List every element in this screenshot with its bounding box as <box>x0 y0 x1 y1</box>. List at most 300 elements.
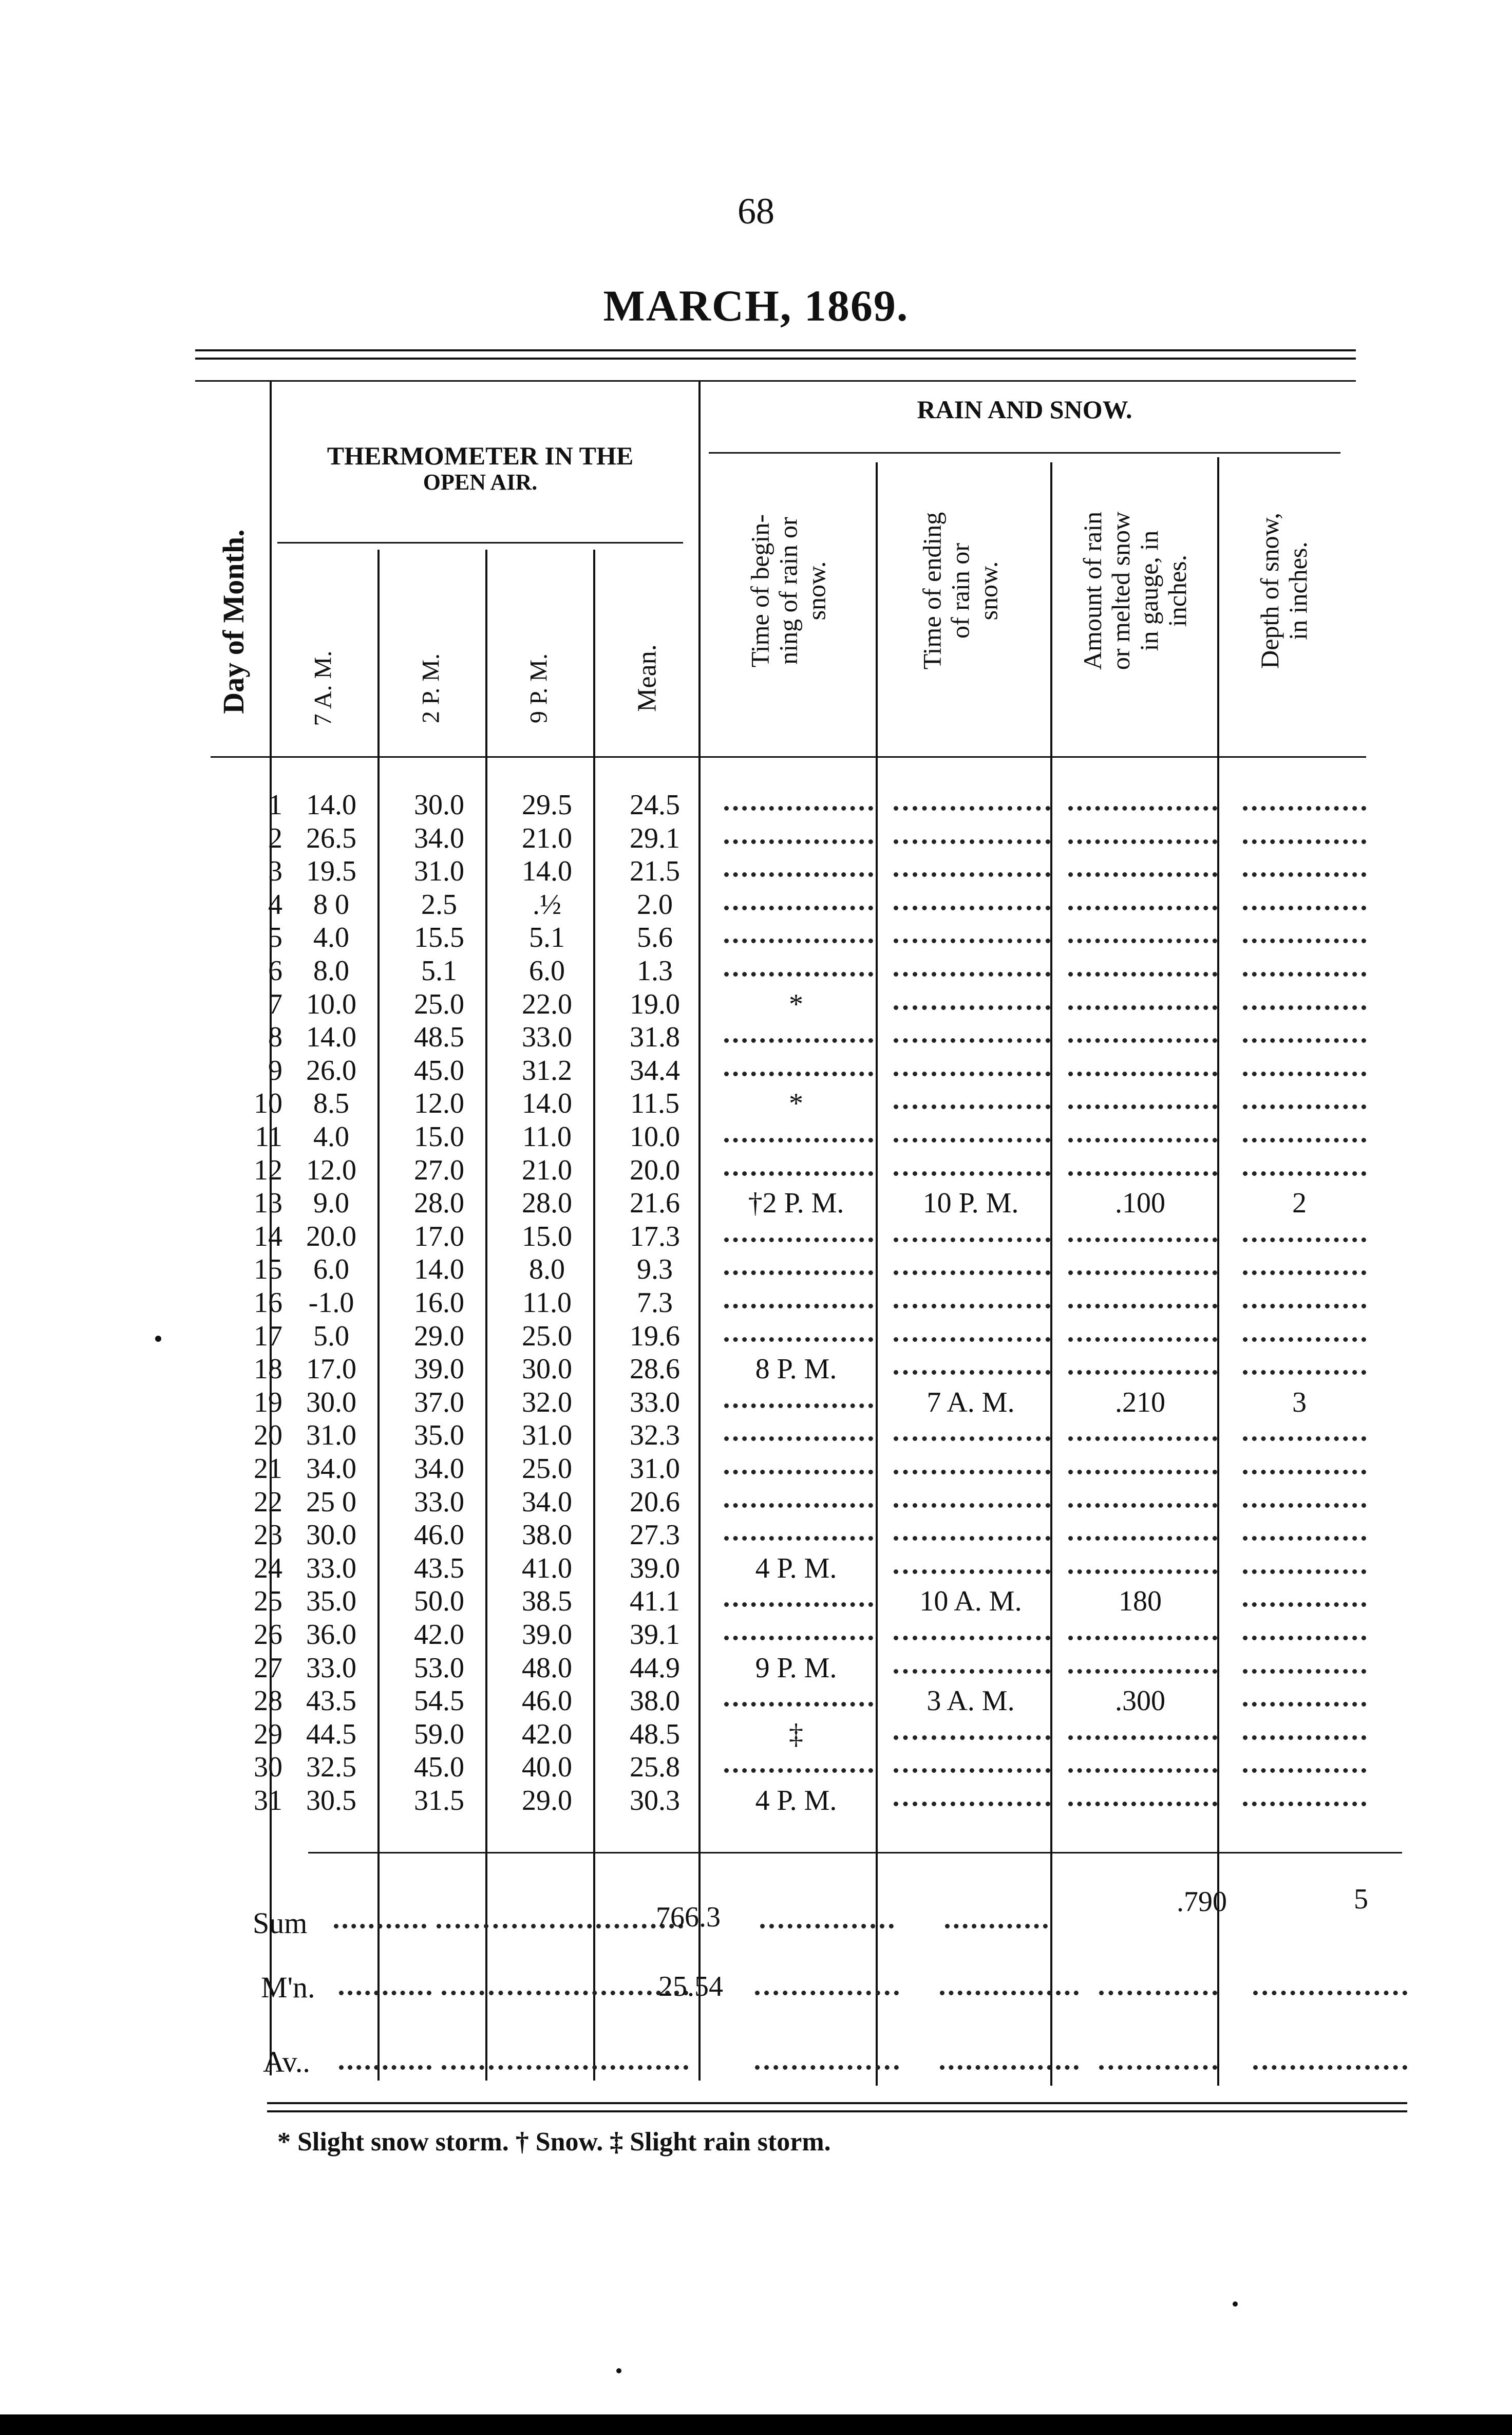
temp-cell-t7: 25 0 <box>306 1486 356 1518</box>
temp-cell-t9: 38.5 <box>522 1585 572 1618</box>
amount-cell: 180 <box>1119 1585 1162 1618</box>
temp-cell-t7: 26.5 <box>306 822 356 854</box>
dots <box>1068 1569 1217 1574</box>
dots <box>894 1104 1050 1109</box>
temp-cell-t7: 20.0 <box>306 1220 356 1252</box>
dots <box>1068 1238 1217 1242</box>
temp-cell-mean: 19.6 <box>630 1320 680 1352</box>
temp-cell-t7: 4.0 <box>313 922 349 954</box>
temp-cell-t2: 12.0 <box>414 1088 464 1120</box>
amount-cell: .300 <box>1115 1685 1165 1717</box>
col-divider-2pm <box>485 550 487 2081</box>
temp-cell-t7: 6.0 <box>313 1253 349 1286</box>
day-cell: 27 <box>254 1652 282 1684</box>
temp-cell-mean: 32.3 <box>630 1419 680 1452</box>
dots <box>1243 1138 1366 1142</box>
temp-cell-t2: 15.5 <box>414 922 464 954</box>
mean-mean-value: 25.54 <box>658 1971 723 2002</box>
temp-cell-t2: 45.0 <box>414 1751 464 1784</box>
day-cell: 30 <box>254 1751 282 1784</box>
temp-cell-t9: 25.0 <box>522 1320 572 1352</box>
day-cell: 5 <box>268 922 282 954</box>
dots <box>1068 1768 1217 1773</box>
day-cell: 16 <box>254 1287 282 1319</box>
begin-cell: 9 P. M. <box>755 1652 837 1684</box>
temp-cell-t9: 42.0 <box>522 1718 572 1750</box>
dots <box>894 1038 1050 1043</box>
day-cell: 12 <box>254 1154 282 1186</box>
temp-cell-t9: 33.0 <box>522 1021 572 1054</box>
dots <box>1068 1005 1217 1010</box>
temp-cell-mean: 48.5 <box>630 1718 680 1750</box>
temp-cell-mean: 7.3 <box>637 1287 673 1319</box>
dots <box>940 1991 1079 1995</box>
dots <box>724 1436 873 1441</box>
temp-cell-t9: 31.2 <box>522 1054 572 1087</box>
temp-cell-t9: 14.0 <box>522 855 572 888</box>
dots <box>1068 806 1217 811</box>
dots <box>724 1238 873 1242</box>
dots <box>1068 1304 1217 1308</box>
dots <box>1253 1991 1407 1995</box>
temp-cell-t9: 41.0 <box>522 1552 572 1584</box>
dots <box>1068 1802 1217 1806</box>
dots <box>894 1370 1050 1375</box>
sum-amount-value: .790 <box>1177 1886 1227 1918</box>
dots <box>724 906 873 910</box>
temp-cell-t7: 9.0 <box>313 1187 349 1220</box>
temp-cell-mean: 41.1 <box>630 1585 680 1618</box>
dots <box>1068 1470 1217 1474</box>
temp-cell-t7: 14.0 <box>306 789 356 821</box>
dots <box>1068 1669 1217 1674</box>
temp-cell-mean: 39.1 <box>630 1619 680 1651</box>
temp-cell-t2: 30.0 <box>414 789 464 821</box>
dots <box>894 1072 1050 1076</box>
dots <box>760 1924 894 1928</box>
amount-cell: .100 <box>1115 1187 1165 1220</box>
temp-cell-mean: 39.0 <box>630 1552 680 1584</box>
page-title: MARCH, 1869. <box>603 281 909 330</box>
col-divider-7am <box>377 550 380 2081</box>
dots <box>724 872 873 877</box>
depth-cell: 3 <box>1292 1386 1307 1418</box>
temp-cell-t7: 17.0 <box>306 1353 356 1385</box>
begin-cell: 4 P. M. <box>755 1785 837 1816</box>
temp-cell-t9: 46.0 <box>522 1685 572 1717</box>
temp-cell-t2: 29.0 <box>414 1320 464 1352</box>
dots <box>894 1270 1050 1275</box>
begin-cell: * <box>789 988 803 1020</box>
dots <box>1099 1991 1217 1995</box>
dots <box>339 2065 431 2070</box>
temp-cell-t7: 8.5 <box>313 1088 349 1120</box>
temp-cell-t7: 30.0 <box>306 1386 356 1418</box>
dots <box>437 1924 555 1928</box>
temp-cell-t7: 33.0 <box>306 1652 356 1684</box>
dots <box>894 1569 1050 1574</box>
temp-cell-mean: 11.5 <box>630 1088 679 1120</box>
dots <box>1243 972 1366 977</box>
dots <box>1243 1005 1366 1010</box>
temp-cell-t7: 44.5 <box>306 1718 356 1750</box>
table-top-rule-2 <box>195 358 1356 360</box>
day-cell: 11 <box>255 1121 282 1153</box>
dots <box>724 1768 873 1773</box>
dots <box>755 1991 899 1995</box>
temp-cell-t2: 16.0 <box>414 1287 464 1319</box>
table-bottom-rule <box>267 2102 1407 2104</box>
header-depth: Depth of snow, in inches. <box>1255 513 1312 669</box>
dots <box>894 1171 1050 1176</box>
dots <box>724 1536 873 1541</box>
dots <box>1068 906 1217 910</box>
temp-cell-mean: 2.0 <box>637 888 673 921</box>
temp-cell-t9: 11.0 <box>522 1287 572 1319</box>
temp-cell-t2: 54.5 <box>414 1685 464 1717</box>
dots <box>894 1138 1050 1142</box>
temp-cell-t9: 29.5 <box>522 789 572 821</box>
header-time-beginning: Time of begin- ning of rain or snow. <box>745 514 831 668</box>
begin-cell: 8 P. M. <box>755 1353 837 1385</box>
temp-cell-mean: 30.3 <box>630 1785 680 1816</box>
dots <box>894 1768 1050 1773</box>
dots <box>1243 1503 1366 1508</box>
footnote: * Slight snow storm. † Snow. ‡ Slight rain storm. <box>277 2127 831 2157</box>
dots <box>724 1636 873 1640</box>
temp-cell-t9: 39.0 <box>522 1619 572 1651</box>
dots <box>1068 839 1217 844</box>
dots <box>724 939 873 943</box>
temp-cell-t7: 26.0 <box>306 1054 356 1087</box>
dots <box>755 2065 899 2070</box>
thermometer-subrule <box>277 542 683 544</box>
temp-cell-t2: 39.0 <box>414 1353 464 1385</box>
temp-cell-t9: 28.0 <box>522 1187 572 1220</box>
temp-cell-mean: 31.0 <box>630 1453 680 1485</box>
end-cell: 10 P. M. <box>922 1187 1019 1220</box>
dots <box>1243 1072 1366 1076</box>
temp-cell-t7: 19.5 <box>306 855 356 888</box>
amount-cell: .210 <box>1115 1386 1165 1418</box>
dots <box>1068 1171 1217 1176</box>
dots <box>894 1802 1050 1806</box>
dots <box>724 1304 873 1308</box>
temp-cell-t7: 4.0 <box>313 1121 349 1153</box>
dots <box>894 806 1050 811</box>
temp-cell-t7: 30.5 <box>306 1785 356 1816</box>
temp-cell-t9: 31.0 <box>522 1419 572 1452</box>
stray-mark <box>616 2368 621 2373</box>
dots <box>565 2065 688 2070</box>
temp-cell-t2: 5.1 <box>421 955 457 987</box>
dots <box>1068 1072 1217 1076</box>
dots <box>940 2065 1079 2070</box>
day-cell: 15 <box>254 1253 282 1286</box>
temp-cell-t9: 40.0 <box>522 1751 572 1784</box>
table-top-rule <box>195 349 1356 351</box>
temp-cell-t2: 50.0 <box>414 1585 464 1618</box>
sum-depth-value: 5 <box>1354 1883 1368 1915</box>
temp-cell-mean: 24.5 <box>630 789 680 821</box>
temp-cell-t9: 48.0 <box>522 1652 572 1684</box>
dots <box>894 939 1050 943</box>
header-time-ending: Time of ending of rain or snow. <box>917 512 1003 670</box>
header-7am: 7 A. M. <box>309 650 337 726</box>
dots <box>1068 1138 1217 1142</box>
temp-cell-t2: 33.0 <box>414 1486 464 1518</box>
begin-cell: ‡ <box>789 1718 803 1750</box>
day-cell: 10 <box>254 1088 282 1120</box>
dots <box>1068 872 1217 877</box>
col-divider-9pm <box>593 550 595 2081</box>
dots <box>894 1669 1050 1674</box>
temp-cell-mean: 21.5 <box>630 855 680 888</box>
dots <box>1068 1735 1217 1740</box>
day-cell: 1 <box>268 789 282 821</box>
temp-cell-t2: 25.0 <box>414 988 464 1020</box>
dots <box>1243 1270 1366 1275</box>
dots <box>1068 972 1217 977</box>
temp-cell-mean: 31.8 <box>630 1021 680 1054</box>
temp-cell-t7: 8.0 <box>313 955 349 987</box>
temp-cell-t7: 34.0 <box>306 1453 356 1485</box>
temp-cell-t9: .½ <box>533 888 561 921</box>
dots <box>724 1337 873 1342</box>
day-cell: 4 <box>268 888 282 921</box>
dots <box>1243 1470 1366 1474</box>
dots <box>894 1636 1050 1640</box>
dots <box>894 1337 1050 1342</box>
dots <box>1243 1304 1366 1308</box>
dots <box>724 1138 873 1142</box>
temp-cell-t7: 43.5 <box>306 1685 356 1717</box>
dots <box>724 1171 873 1176</box>
temp-cell-mean: 38.0 <box>630 1685 680 1717</box>
dots <box>724 972 873 977</box>
day-cell: 28 <box>254 1685 282 1717</box>
temp-cell-t2: 48.5 <box>414 1021 464 1054</box>
temp-cell-t9: 21.0 <box>522 822 572 854</box>
dots <box>1243 1370 1366 1375</box>
temp-cell-mean: 5.6 <box>637 922 673 954</box>
dots <box>724 1270 873 1275</box>
dots <box>1243 1337 1366 1342</box>
temp-cell-t9: 11.0 <box>522 1121 572 1153</box>
dots <box>894 1503 1050 1508</box>
temp-cell-t9: 14.0 <box>522 1088 572 1120</box>
temp-cell-t7: 32.5 <box>306 1751 356 1784</box>
rain-snow-group-header: RAIN AND SNOW. <box>917 395 1132 424</box>
day-cell: 22 <box>254 1486 282 1518</box>
temp-cell-mean: 9.3 <box>637 1253 673 1286</box>
day-cell: 29 <box>254 1718 282 1750</box>
temp-cell-t2: 31.0 <box>414 855 464 888</box>
dots <box>894 1536 1050 1541</box>
day-of-month-header: Day of Month. <box>217 529 251 714</box>
temp-cell-t7: 30.0 <box>306 1519 356 1551</box>
dots <box>442 1991 560 1995</box>
col-divider-end <box>1050 462 1052 2086</box>
temp-cell-t9: 30.0 <box>522 1353 572 1385</box>
day-cell: 7 <box>268 988 282 1020</box>
dots <box>724 1702 873 1707</box>
dots <box>1243 1802 1366 1806</box>
table-bottom-rule-2 <box>267 2110 1407 2112</box>
stray-mark <box>155 1336 161 1342</box>
temp-cell-t2: 53.0 <box>414 1652 464 1684</box>
begin-cell: * <box>789 1088 803 1120</box>
mean-label: M'n. <box>261 1971 315 2004</box>
dots <box>724 1072 873 1076</box>
dots <box>724 1503 873 1508</box>
header-amount: Amount of rain or melted snow in gauge, in inches. <box>1078 511 1192 670</box>
end-cell: 10 A. M. <box>919 1585 1022 1618</box>
temp-cell-t9: 15.0 <box>522 1220 572 1252</box>
temp-cell-t2: 34.0 <box>414 822 464 854</box>
header-rule <box>195 380 1356 382</box>
dots <box>894 1436 1050 1441</box>
dots <box>1243 1104 1366 1109</box>
temp-cell-t9: 8.0 <box>529 1253 565 1286</box>
rain-snow-subrule <box>709 452 1340 454</box>
temp-cell-t9: 5.1 <box>529 922 565 954</box>
dots <box>1243 1602 1366 1607</box>
dots <box>894 1238 1050 1242</box>
dots <box>894 972 1050 977</box>
dots <box>894 1304 1050 1308</box>
dots <box>894 839 1050 844</box>
day-cell: 18 <box>254 1353 282 1385</box>
stray-mark <box>1233 2301 1238 2307</box>
day-cell: 6 <box>268 955 282 987</box>
temp-cell-t7: 35.0 <box>306 1585 356 1618</box>
temp-cell-t2: 42.0 <box>414 1619 464 1651</box>
page-number: 68 <box>738 191 774 232</box>
day-cell: 13 <box>254 1187 282 1220</box>
dots <box>1243 1669 1366 1674</box>
dots <box>1068 1104 1217 1109</box>
thermometer-group-header: THERMOMETER IN THE OPEN AIR. <box>327 441 634 495</box>
temp-cell-t7: 5.0 <box>313 1320 349 1352</box>
day-cell: 20 <box>254 1419 282 1452</box>
dots <box>724 1038 873 1043</box>
dots <box>1068 1636 1217 1640</box>
temp-cell-t7: -1.0 <box>308 1287 354 1319</box>
day-cell: 17 <box>254 1320 282 1352</box>
temp-cell-mean: 33.0 <box>630 1386 680 1418</box>
sum-label: Sum <box>253 1906 308 1940</box>
dots <box>945 1924 1048 1928</box>
temp-cell-mean: 10.0 <box>630 1121 680 1153</box>
col-divider-begin <box>876 462 878 2086</box>
dots <box>339 1991 431 1995</box>
temp-cell-t7: 12.0 <box>306 1154 356 1186</box>
end-cell: 3 A. M. <box>927 1685 1015 1717</box>
temp-cell-mean: 19.0 <box>630 988 680 1020</box>
temp-cell-t9: 32.0 <box>522 1386 572 1418</box>
temp-cell-mean: 34.4 <box>630 1054 680 1087</box>
dots <box>1068 1270 1217 1275</box>
dots <box>334 1924 426 1928</box>
temp-cell-t9: 6.0 <box>529 955 565 987</box>
temp-cell-t9: 34.0 <box>522 1486 572 1518</box>
dots <box>1243 872 1366 877</box>
dots <box>1253 2065 1407 2070</box>
temp-cell-mean: 21.6 <box>630 1187 680 1220</box>
dots <box>894 872 1050 877</box>
dots <box>894 1005 1050 1010</box>
temp-cell-t2: 45.0 <box>414 1054 464 1087</box>
dots <box>1068 1536 1217 1541</box>
temp-cell-t7: 31.0 <box>306 1419 356 1452</box>
temp-cell-t9: 22.0 <box>522 988 572 1020</box>
temp-cell-t2: 43.5 <box>414 1552 464 1584</box>
end-cell: 7 A. M. <box>927 1386 1015 1418</box>
summary-rule <box>308 1852 1402 1853</box>
dots <box>1243 906 1366 910</box>
dots <box>724 839 873 844</box>
dots <box>1068 1436 1217 1441</box>
temp-cell-t2: 37.0 <box>414 1386 464 1418</box>
dots <box>1243 1038 1366 1043</box>
temp-cell-t2: 15.0 <box>414 1121 464 1153</box>
col-divider-amount <box>1217 457 1219 2086</box>
day-cell: 2 <box>268 822 282 854</box>
dots <box>1243 1238 1366 1242</box>
day-cell: 23 <box>254 1519 282 1551</box>
begin-cell: 4 P. M. <box>755 1552 837 1584</box>
dots <box>1243 1636 1366 1640</box>
temp-cell-t9: 21.0 <box>522 1154 572 1186</box>
temp-cell-t2: 34.0 <box>414 1453 464 1485</box>
temp-cell-t2: 31.5 <box>414 1785 464 1816</box>
dots <box>1243 1735 1366 1740</box>
begin-cell: †2 P. M. <box>748 1187 844 1220</box>
day-cell: 25 <box>254 1585 282 1618</box>
dots <box>724 1470 873 1474</box>
dots <box>1243 939 1366 943</box>
temp-cell-t2: 17.0 <box>414 1220 464 1252</box>
temp-cell-t2: 27.0 <box>414 1154 464 1186</box>
temp-cell-mean: 20.0 <box>630 1154 680 1186</box>
header-2pm: 2 P. M. <box>417 653 445 724</box>
temp-cell-t2: 28.0 <box>414 1187 464 1220</box>
day-cell: 14 <box>254 1220 282 1252</box>
dots <box>724 1403 873 1408</box>
dots <box>1243 1768 1366 1773</box>
dots <box>1243 839 1366 844</box>
dots <box>1243 1436 1366 1441</box>
temp-cell-t7: 14.0 <box>306 1021 356 1054</box>
dots <box>894 1735 1050 1740</box>
temp-cell-t9: 38.0 <box>522 1519 572 1551</box>
depth-cell: 2 <box>1292 1187 1307 1220</box>
temp-cell-t2: 14.0 <box>414 1253 464 1286</box>
temp-cell-mean: 28.6 <box>630 1353 680 1385</box>
temp-cell-t7: 36.0 <box>306 1619 356 1651</box>
dots <box>724 1602 873 1607</box>
dots <box>1243 1171 1366 1176</box>
temp-cell-mean: 17.3 <box>630 1220 680 1252</box>
dots <box>894 1470 1050 1474</box>
dots <box>724 806 873 811</box>
dots <box>1068 1370 1217 1375</box>
temp-cell-t9: 29.0 <box>522 1785 572 1816</box>
av-label: Av.. <box>263 2045 310 2078</box>
dots <box>894 906 1050 910</box>
scan-edge <box>0 2414 1512 2435</box>
